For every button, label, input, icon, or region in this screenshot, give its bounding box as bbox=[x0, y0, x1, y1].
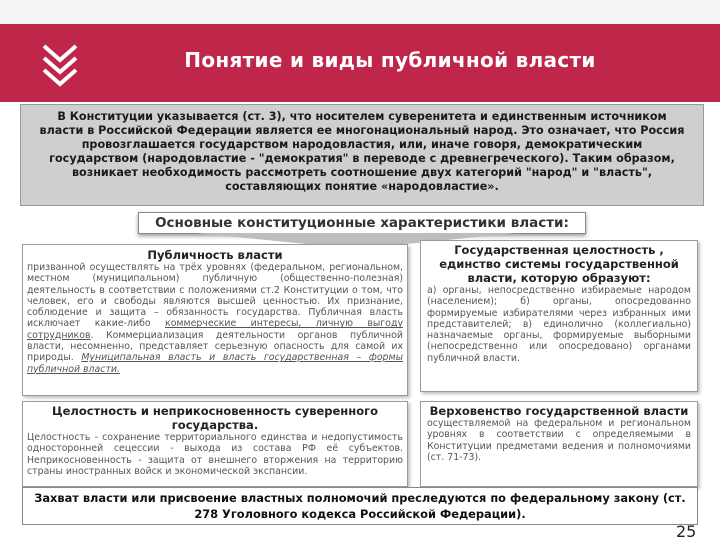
top-strip bbox=[0, 0, 720, 24]
intro-text-box: В Конституции указывается (ст. 3), что носителем суверенитета и единственным источником власти в Российской Федерации является ее многонациональный народ. Это означает, что Россия провозглашается государством народовластия, или, иначе говоря, демократическим государством (народовластие - "демократия" в переводе с древнегреческого). Таким образом, возникает необходимость рассмотреть соотношение двух категорий "народ" и "власть", составляющих понятие «народовластие». bbox=[20, 104, 704, 206]
state-integrity-panel bbox=[420, 240, 698, 392]
slide-header bbox=[0, 24, 720, 102]
integrity-title: Целостность и неприкосновенность суверенного государства. bbox=[51, 404, 379, 432]
characteristics-heading: Основные конституционные характеристики власти: bbox=[138, 212, 586, 234]
public-power-forms-underlined: Муниципальная власть и власть государственная – формы публичной власти. bbox=[27, 352, 403, 375]
integrity-panel bbox=[22, 401, 408, 487]
state-integrity-text: а) органы, непосредственно избираемые народом (населением); б) органы, опосредованно формируемые избирателями через избранных ими представителей; в) единолично (коллегиально) назначаемые органы, формируемые выборными (непосредственно или опосредовано) органами публичной власти. bbox=[427, 285, 691, 364]
public-power-text: призванной осуществлять на трёх уровнях (федеральном, региональном, местном (муниципальном) публичную (общественно-полезная) деятельность в соответствии с положениями ст.2 Конституции о том, что человек, его и свободы являются высшей ценностью. Их признание, соблюдение и защита – обязанность государства. Публичная власть исключает какие-либо коммерческие интересы, личную выгоду сотрудников. Коммерциализация деятельности органов публичной власти, несомненно, представляет серьезную опасность для самой их природы. Муниципальная власть и власть государственная – формы публичной власти. bbox=[27, 262, 403, 375]
public-power-panel bbox=[22, 244, 408, 396]
commercial-interests-underlined: коммерческие интересы, личную выгоду сотрудников bbox=[27, 318, 403, 341]
state-integrity-title: Государственная целостность , единство системы государственной власти, которую образуют: bbox=[439, 243, 679, 285]
slide-title: Понятие и виды публичной власти bbox=[184, 48, 596, 72]
supremacy-text: осуществляемой на федеральном и региональном уровнях в соответствии с определяемыми в Конституции предметами ведения и полномочиями (ст. 71-73). bbox=[427, 418, 691, 463]
page-number: 25 bbox=[676, 522, 697, 541]
supremacy-title: Верховенство государственной власти bbox=[429, 404, 689, 418]
public-power-title: Публичность власти bbox=[147, 248, 283, 262]
supremacy-panel bbox=[420, 401, 698, 487]
footer-note: Захват власти или присвоение властных полномочий преследуются по федеральному закону (ст. 278 Уголовного кодекса Российской Федерации). bbox=[22, 487, 698, 525]
double-chevron-down-icon bbox=[38, 40, 82, 90]
integrity-text: Целостность - сохранение территориального единства и недопустимость односторонней сецессии - выхода из состава РФ её субъектов. Неприкосновенность - защита от внешнего вторжения на территорию страны иностранных войск и экономической экспансии. bbox=[27, 432, 403, 477]
